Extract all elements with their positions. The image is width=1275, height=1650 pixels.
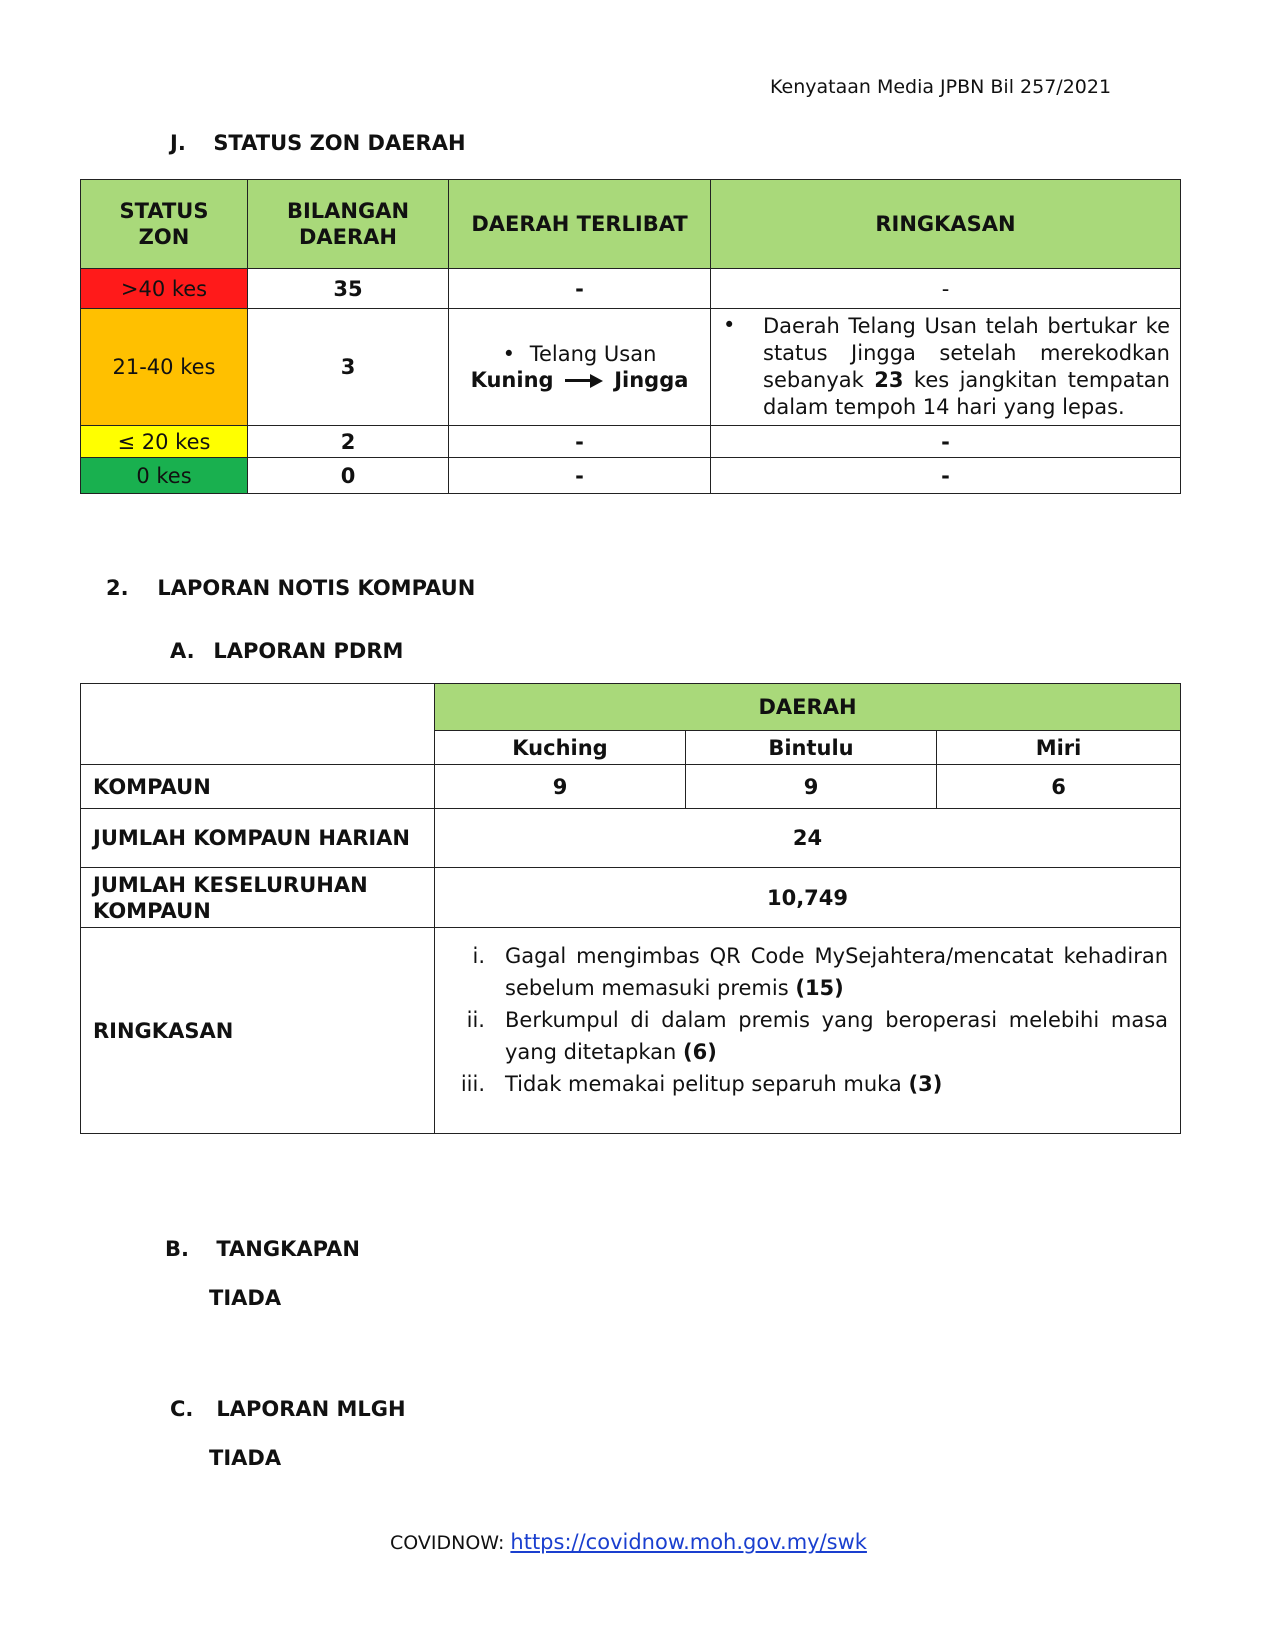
list-item: [435, 1004, 1168, 1068]
harian-label: JUMLAH KOMPAUN HARIAN: [81, 809, 435, 868]
list-item-number: ii.: [466, 1008, 485, 1032]
harian-row: [81, 809, 1181, 868]
keseluruhan-label: [81, 868, 435, 928]
section-a-title: LAPORAN PDRM: [213, 639, 404, 663]
empty-corner-cell: [81, 684, 435, 765]
list-item-text: [505, 1004, 1168, 1068]
section-2-heading: [106, 576, 475, 600]
ringkasan-text-pre: Daerah Telang Usan telah bertukar ke status Jingga setelah merekodkan sebanyak: [763, 314, 1170, 392]
section-b-letter: B.: [165, 1237, 189, 1261]
pdrm-compound-table: [80, 683, 1181, 1134]
zone-status-cell: 21-40 kes: [81, 309, 248, 426]
section-a-letter: A.: [170, 639, 195, 663]
ringkasan-cell: [711, 309, 1181, 426]
bullet: •: [502, 342, 515, 366]
ringkasan-list: [435, 928, 1181, 1134]
header-daerah-terlibat: DAERAH TERLIBAT: [449, 180, 711, 269]
ringkasan-item: [721, 313, 1170, 421]
keseluruhan-label-line1: JUMLAH KESELURUHAN: [93, 872, 368, 897]
section-c-title: LAPORAN MLGH: [216, 1397, 406, 1421]
bilangan-cell: 0: [248, 458, 449, 494]
district-kuching: Kuching: [435, 731, 686, 765]
list-item-count: (15): [795, 976, 844, 1000]
list-item-desc: Berkumpul di dalam premis yang beroperasi melebihi masa yang ditetapkan: [505, 1008, 1169, 1064]
zone-status-cell: >40 kes: [81, 269, 248, 309]
header-status-zon: [81, 180, 248, 269]
terlibat-cell: -: [449, 426, 711, 458]
list-item-count: (3): [908, 1072, 943, 1096]
list-item-text: [505, 1068, 1168, 1100]
district-miri: Miri: [937, 731, 1181, 765]
section-b-title: TANGKAPAN: [216, 1237, 360, 1261]
bilangan-cell: 2: [248, 426, 449, 458]
zone-change: [449, 368, 710, 392]
bilangan-cell: 35: [248, 269, 449, 309]
header-bilangan-line1: BILANGAN: [286, 199, 410, 223]
kompaun-kuching: 9: [435, 765, 686, 809]
section-j-letter: J.: [170, 131, 186, 155]
ringkasan-case-count: 23: [874, 368, 904, 392]
list-item: [435, 940, 1168, 1004]
list-item-count: (6): [683, 1040, 717, 1064]
daerah-header: DAERAH: [435, 684, 1181, 731]
list-item-desc: Tidak memakai pelitup separuh muka: [505, 1072, 909, 1096]
district-name: Telang Usan: [529, 342, 657, 366]
section-c-value: TIADA: [209, 1446, 282, 1470]
covidnow-link[interactable]: https://covidnow.moh.gov.my/swk: [510, 1530, 867, 1554]
keseluruhan-value: 10,749: [435, 868, 1181, 928]
district-bintulu: Bintulu: [686, 731, 937, 765]
section-2-title: LAPORAN NOTIS KOMPAUN: [157, 576, 476, 600]
table-row: [81, 309, 1181, 426]
kompaun-label: KOMPAUN: [81, 765, 435, 809]
ringkasan-label: RINGKASAN: [81, 928, 435, 1134]
footer-label: COVIDNOW:: [390, 1532, 511, 1554]
list-item-text: [505, 940, 1168, 1004]
header-status-line2: ZON: [138, 225, 190, 249]
terlibat-district: [449, 342, 710, 366]
section-c-heading: [170, 1397, 406, 1421]
kompaun-miri: 6: [937, 765, 1181, 809]
ringkasan-text: [763, 313, 1170, 421]
list-item-desc: Gagal mengimbas QR Code MySejahtera/mencatat kehadiran sebelum memasuki premis: [505, 944, 1169, 1000]
list-item-number: i.: [472, 944, 485, 968]
header-bilangan-daerah: [248, 180, 449, 269]
media-statement-ref: Kenyataan Media JPBN Bil 257/2021: [770, 76, 1112, 98]
list-item: [435, 1068, 1168, 1100]
zone-from: Kuning: [470, 368, 554, 392]
zone-status-cell: ≤ 20 kes: [81, 426, 248, 458]
table-row: [81, 426, 1181, 458]
ringkasan-cell: -: [711, 458, 1181, 494]
table-row: [81, 269, 1181, 309]
zone-status-cell: 0 kes: [81, 458, 248, 494]
section-2-number: 2.: [106, 576, 129, 600]
ringkasan-cell: -: [711, 426, 1181, 458]
kompaun-row: [81, 765, 1181, 809]
section-j-title: STATUS ZON DAERAH: [213, 131, 466, 155]
header-status-line1: STATUS: [119, 199, 209, 223]
ringkasan-cell: -: [711, 269, 1181, 309]
bullet: •: [723, 313, 736, 337]
keseluruhan-label-line2: KOMPAUN: [93, 898, 211, 923]
daerah-header-row: [81, 684, 1181, 731]
header-ringkasan: RINGKASAN: [711, 180, 1181, 269]
zone-to: Jingga: [614, 368, 689, 392]
bilangan-cell: 3: [248, 309, 449, 426]
section-j-heading: [170, 131, 466, 155]
section-b-heading: [165, 1237, 360, 1261]
header-bilangan-line2: DAERAH: [298, 225, 398, 249]
terlibat-cell: -: [449, 458, 711, 494]
ringkasan-row: [81, 928, 1181, 1134]
section-c-letter: C.: [170, 1397, 194, 1421]
terlibat-cell: [449, 309, 711, 426]
zone-status-table: [80, 179, 1181, 494]
zone-table-header-row: [81, 180, 1181, 269]
terlibat-cell: -: [449, 269, 711, 309]
list-item-number: iii.: [460, 1072, 485, 1096]
footer: [390, 1530, 867, 1554]
kompaun-bintulu: 9: [686, 765, 937, 809]
arrow-right-icon: [565, 374, 603, 388]
keseluruhan-row: [81, 868, 1181, 928]
table-row: [81, 458, 1181, 494]
section-b-value: TIADA: [209, 1286, 282, 1310]
harian-value: 24: [435, 809, 1181, 868]
ringkasan-text-post: kes jangkitan tempatan dalam tempoh 14 hari yang lepas.: [763, 368, 1170, 419]
section-a-heading: [170, 639, 403, 663]
